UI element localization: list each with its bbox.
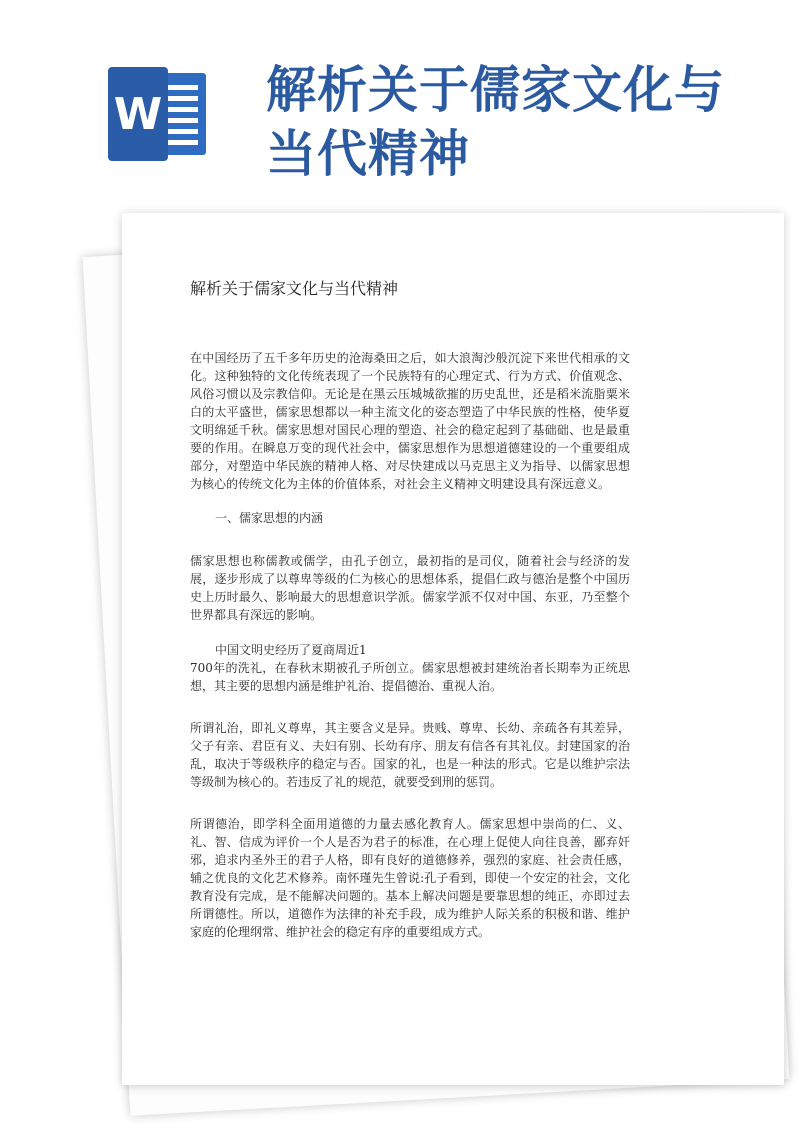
paragraph-intro: 在中国经历了五千多年历史的沧海桑田之后，如大浪淘沙般沉淀下来世代相承的文化。这种独特的文化传统表现了一个民族特有的心理定式、行为方式、价值观念、风俗习惯以及宗教信仰。无论是在黑云压城城欲摧的历史乱世，还是稻米流脂粟米白的太平盛世，儒家思想都以一种主流文化的姿态塑造了中华民族的性格，使华夏文明绵延千秋。儒家思想对国民心理的塑造、社会的稳定起到了基础础、也是最重要的作用。在瞬息万变的现代社会中，儒家思想作为思想道德建设的一个重要组成部分，对塑造中华民族的精神人格、对尽快建成以马克思主义为指导、以儒家思想为核心的传统文化为主体的价值体系，对社会主义精神文明建设具有深远意义。 (190, 351, 630, 491)
word-document-icon (108, 67, 212, 161)
word-icon-letter: W (113, 89, 163, 140)
paragraph-virtue: 所谓德治，即学科全面用道德的力量去感化教育人。儒家思想中崇尚的仁、义、礼、智、信成为评价一个人是否为君子的标准，在心理上促使人向往良善，鄙弃奸邪，追求内圣外王的君子人格，即有良好的道德修养，强烈的家庭、社会责任感，辅之优良的文化艺术修养。南怀瑾先生曾说:孔子看到，即使一个安定的社会，文化教育没有完成，是不能解决问题的。基本上解决问题是要靠思想的纯正，亦即过去所谓德性。所以，道德作为法律的补充手段，成为维护人际关系的积极和谐、维护家庭的伦理纲常、维护社会的稳定有序的重要组成方式。 (190, 817, 630, 939)
paragraph-rites: 所谓礼治，即礼义尊卑，其主要含义是异。贵贱、尊卑、长幼、亲疏各有其差异，父子有亲、君臣有义、夫妇有别、长幼有序、朋友有信各有其礼仪。封建国家的治乱，取决于等级秩序的稳定与否。国家的礼，也是一种法的形式。它是以维护宗法等级制为核心的。若违反了礼的规范，就要受到刑的惩罚。 (190, 721, 630, 789)
document-body (190, 278, 630, 941)
page-title: 解析关于儒家文化与当代精神 (266, 61, 725, 183)
paragraph-confucianism: 儒家思想也称儒教或儒学，由孔子创立，最初指的是司仪，随着社会与经济的发展，逐步形成了以尊卑等级的仁为核心的思想体系，提倡仁政与德治是整个中国历史上历时最久、影响最大的思想意识学派。儒家学派不仅对中国、东亚，乃至整个世界都具有深远的影响。 (190, 554, 630, 622)
paragraph-history: 700年的洗礼，在春秋末期被孔子所创立。儒家思想被封建统治者长期奉为正统思想，其主要的思想内涵是维护礼治、提倡德治、重视人治。 (190, 661, 630, 693)
paragraph-history-start: 中国文明史经历了夏商周近1 (215, 643, 367, 657)
document-title: 解析关于儒家文化与当代精神 (190, 279, 399, 298)
section-heading: 一、儒家思想的内涵 (215, 511, 324, 525)
